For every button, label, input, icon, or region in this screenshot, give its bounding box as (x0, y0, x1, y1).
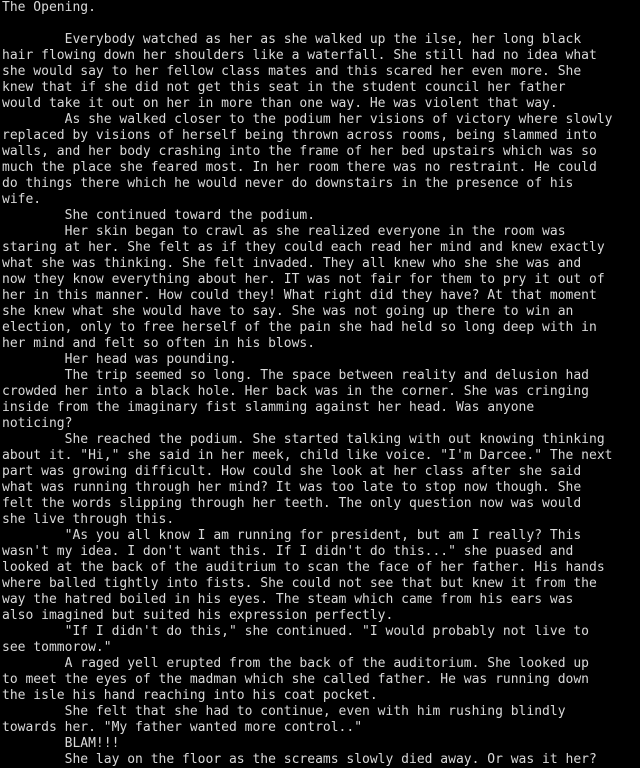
text-line: replaced by visions of herself being thrown across rooms, being slammed into (2, 128, 597, 143)
text-line: looked at the back of the auditrium to scan the face of her father. His hands (2, 560, 605, 575)
text-line: much the place she feared most. In her room there was no restraint. He could (2, 160, 597, 175)
text-line: A raged yell erupted from the back of the auditorium. She looked up (2, 656, 589, 671)
text-line: walls, and her body crashing into the frame of her bed upstairs which was so (2, 144, 597, 159)
text-line: now they know everything about her. IT was not fair for them to pry it out of (2, 272, 605, 287)
text-line: She reached the podium. She started talking with out knowing thinking (2, 432, 605, 447)
text-line: what she was thinking. She felt invaded. They all knew who she she was and (2, 256, 582, 271)
text-line: wife. (2, 192, 42, 207)
text-line: As she walked closer to the podium her visions of victory where slowly (2, 112, 613, 127)
text-line: see tommorow." (2, 640, 112, 655)
text-line: noticing? (2, 416, 73, 431)
text-line: Her head was pounding. (2, 352, 237, 367)
text-line: to meet the eyes of the madman which she called father. He was running down (2, 672, 589, 687)
text-line: would take it out on her in more than one way. He was violent that way. (2, 96, 558, 111)
text-line: part was growing difficult. How could she look at her class after she said (2, 464, 582, 479)
text-line: "As you all know I am running for president, but am I really? This (2, 528, 582, 543)
text-line: hair flowing down her shoulders like a waterfall. She still had no idea what (2, 48, 597, 63)
text-line: she knew what she would have to say. She was not going up there to win an (2, 304, 574, 319)
text-line: towards her. "My father wanted more control.." (2, 720, 363, 735)
text-line: felt the words slipping through her teeth. The only question now was would (2, 496, 582, 511)
text-line: She continued toward the podium. (2, 208, 316, 223)
text-line: she live through this. (2, 512, 175, 527)
text-line: crowded her into a black hole. Her back was in the corner. She was cringing (2, 384, 589, 399)
text-line: the isle his hand reaching into his coat pocket. (2, 688, 378, 703)
text-line: where balled tightly into fists. She could not see that but knew it from the (2, 576, 597, 591)
text-line (2, 16, 640, 32)
text-line: she would say to her fellow class mates and this scared her even more. She (2, 64, 582, 79)
text-line: election, only to free herself of the pain she had held so long deep with in (2, 320, 597, 335)
text-line: do things there which he would never do downstairs in the presence of his (2, 176, 574, 191)
text-line: wasn't my idea. I don't want this. If I didn't do this..." she puased and (2, 544, 574, 559)
text-line: her in this manner. How could they! What right did they have? At that moment (2, 288, 597, 303)
text-line: her mind and felt so often in his blows. (2, 336, 316, 351)
text-line: about it. "Hi," she said in her meek, child like voice. "I'm Darcee." The next (2, 448, 613, 463)
text-line: staring at her. She felt as if they could each read her mind and knew exactly (2, 240, 605, 255)
text-line: way the hatred boiled in his eyes. The steam which came from his ears was (2, 592, 574, 607)
text-line: Everybody watched as her as she walked up the ilse, her long black (2, 32, 582, 47)
text-line: Her skin began to crawl as she realized everyone in the room was (2, 224, 566, 239)
text-line: also imagined but suited his expression perfectly. (2, 608, 394, 623)
text-line: She felt that she had to continue, even with him rushing blindly (2, 704, 566, 719)
document-title: The Opening. (2, 0, 96, 15)
text-line: She lay on the floor as the screams slowly died away. Or was it her? (2, 752, 597, 767)
text-line: inside from the imaginary fist slamming against her head. Was anyone (2, 400, 535, 415)
text-line: BLAM!!! (2, 736, 120, 751)
text-line: The trip seemed so long. The space between reality and delusion had (2, 368, 589, 383)
text-line: "If I didn't do this," she continued. "I would probably not live to (2, 624, 589, 639)
text-line: what was running through her mind? It was too late to stop now though. She (2, 480, 582, 495)
text-line: knew that if she did not get this seat in the student council her father (2, 80, 566, 95)
